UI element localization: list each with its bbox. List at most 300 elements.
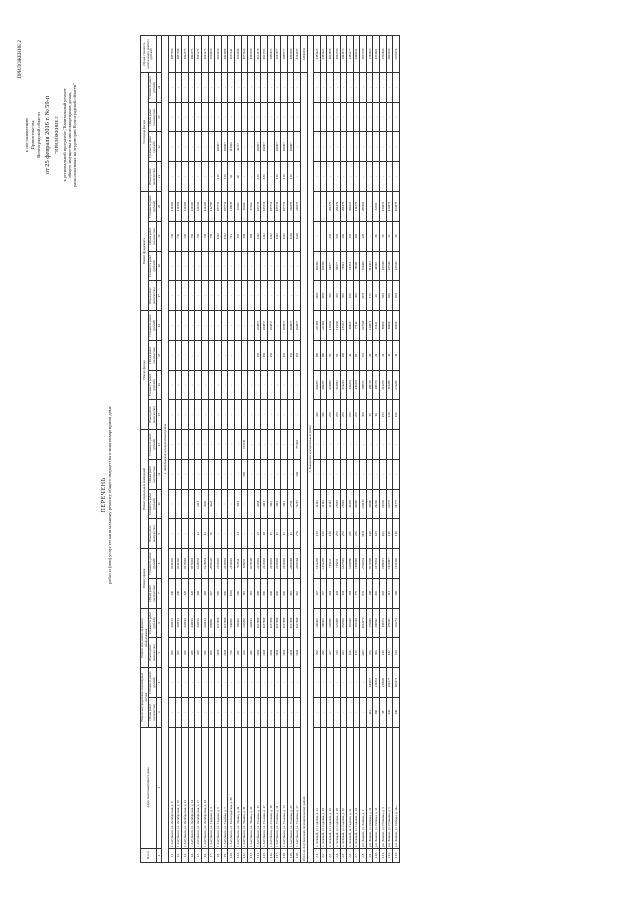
table-cell: - bbox=[195, 102, 202, 132]
table-cell: - bbox=[274, 102, 281, 132]
table-row bbox=[182, 36, 189, 863]
table-cell: 461990 bbox=[333, 370, 340, 400]
table-cell: 166807 bbox=[261, 132, 268, 162]
table-cell: - bbox=[182, 400, 189, 430]
table-cell: - bbox=[175, 370, 182, 400]
table-cell: - bbox=[314, 221, 321, 251]
table-cell: - bbox=[208, 400, 215, 430]
table-cell: - bbox=[169, 430, 176, 460]
table-cell: - bbox=[380, 132, 387, 162]
table-cell: 231813 bbox=[373, 668, 380, 698]
table-cell: 4063088 bbox=[221, 36, 228, 73]
table-cell: - bbox=[182, 340, 189, 370]
table-cell: 166807 bbox=[274, 132, 281, 162]
table-cell: 158474 bbox=[380, 608, 387, 638]
table-cell: 290465 bbox=[320, 608, 327, 638]
table-cell: 1112 bbox=[261, 221, 268, 251]
table-cell: 21111 bbox=[320, 489, 327, 519]
table-cell: - bbox=[366, 102, 373, 132]
table-cell: - bbox=[380, 430, 387, 460]
table-cell: - bbox=[261, 400, 268, 430]
table-cell: 330 bbox=[333, 638, 340, 668]
table-cell: 261479 bbox=[333, 192, 340, 222]
table-cell: 1133847 bbox=[386, 549, 393, 579]
table-cell: - bbox=[221, 340, 228, 370]
table-cell: 44910 bbox=[373, 251, 380, 281]
table-cell: - bbox=[261, 668, 268, 698]
table-cell: - bbox=[274, 311, 281, 341]
table-cell: - bbox=[202, 697, 209, 727]
table-cell: 370 bbox=[353, 578, 360, 608]
table-cell: 130 bbox=[274, 162, 281, 192]
table-cell: - bbox=[235, 251, 242, 281]
table-cell: 308671 bbox=[360, 370, 367, 400]
table-row bbox=[221, 36, 228, 863]
table-cell: 135217 bbox=[340, 311, 347, 341]
table-cell: - bbox=[215, 697, 222, 727]
table-cell: - bbox=[169, 73, 176, 103]
table-cell: - bbox=[182, 132, 189, 162]
table-cell: 322274 bbox=[393, 608, 400, 638]
table-cell: 394 bbox=[347, 578, 354, 608]
table-cell: - bbox=[380, 102, 387, 132]
table-cell: 227 bbox=[327, 638, 334, 668]
table-cell: 310 bbox=[241, 578, 248, 608]
col-subheader: Стоимость работ (рублей) bbox=[149, 73, 157, 103]
table-cell: - bbox=[327, 668, 334, 698]
table-cell: - bbox=[208, 73, 215, 103]
table-cell: 165 bbox=[380, 519, 387, 549]
table-cell: 730 bbox=[208, 221, 215, 251]
table-cell: 443194 bbox=[188, 608, 195, 638]
table-cell: 96 bbox=[373, 400, 380, 430]
table-cell: 468295 bbox=[320, 370, 327, 400]
table-cell: 800 bbox=[261, 578, 268, 608]
table-cell: 185731 bbox=[254, 192, 261, 222]
column-number: 4 bbox=[157, 668, 162, 698]
table-cell: 15 bbox=[274, 519, 281, 549]
table-cell: 250 bbox=[340, 400, 347, 430]
table-cell: 221185 bbox=[314, 311, 321, 341]
table-cell: 715653 bbox=[327, 549, 334, 579]
table-cell: 149 bbox=[380, 638, 387, 668]
table-cell: 1687369 bbox=[169, 36, 176, 73]
table-cell: - bbox=[314, 430, 321, 460]
table-cell: - bbox=[215, 519, 222, 549]
row-number: 2.7. bbox=[353, 848, 360, 862]
table-cell: 121660 bbox=[188, 192, 195, 222]
table-cell: 430 bbox=[195, 638, 202, 668]
col-subheader: Объем работ (количество) bbox=[149, 400, 157, 430]
table-cell: - bbox=[169, 132, 176, 162]
table-cell: - bbox=[202, 311, 209, 341]
table-row bbox=[327, 36, 334, 863]
row-address: г. Ахтубинск, ул. Октябрьская, д. 8 bbox=[169, 727, 176, 848]
table-cell: 430 bbox=[169, 638, 176, 668]
table-cell: - bbox=[340, 132, 347, 162]
table-cell: 221185 bbox=[320, 311, 327, 341]
table-cell: - bbox=[241, 489, 248, 519]
column-number: 22 bbox=[157, 132, 162, 162]
table-cell: 4223 bbox=[208, 489, 215, 519]
table-cell: 166807 bbox=[221, 132, 228, 162]
table-cell: 280 bbox=[235, 638, 242, 668]
col-num-header: № п/п bbox=[141, 848, 157, 862]
table-cell: - bbox=[228, 489, 235, 519]
table-cell: - bbox=[208, 668, 215, 698]
table-cell: - bbox=[353, 459, 360, 489]
table-cell: - bbox=[320, 697, 327, 727]
table-cell: - bbox=[366, 192, 373, 222]
table-cell: - bbox=[208, 251, 215, 281]
table-cell: 1479834 bbox=[373, 549, 380, 579]
table-cell: 21375 bbox=[393, 489, 400, 519]
table-cell: - bbox=[267, 400, 274, 430]
table-cell: 1687369 bbox=[175, 36, 182, 73]
row-address: г. Ахтубинск, ул. Сталина, д. 17 bbox=[261, 727, 268, 848]
table-cell: 115660 bbox=[327, 311, 334, 341]
table-cell: - bbox=[195, 162, 202, 192]
table-cell: - bbox=[333, 430, 340, 460]
column-number: 10 bbox=[157, 489, 162, 519]
row-number: 2.5. bbox=[340, 848, 347, 862]
table-cell: - bbox=[327, 132, 334, 162]
table-cell: 210370 bbox=[287, 192, 294, 222]
table-cell: 296 bbox=[235, 578, 242, 608]
appendix-number: ПРИЛОЖЕНИЕ 2 bbox=[18, 40, 23, 79]
table-cell: 715653 bbox=[333, 549, 340, 579]
table-cell: - bbox=[353, 162, 360, 192]
row-address: г. Ахтубинск, ул. Волгоградская, д. 86 bbox=[228, 727, 235, 848]
table-cell: 2156093 bbox=[228, 549, 235, 579]
table-cell: - bbox=[235, 697, 242, 727]
table-cell: 247200 bbox=[241, 608, 248, 638]
table-cell: 130 bbox=[254, 162, 261, 192]
table-row bbox=[254, 36, 261, 863]
table-cell: - bbox=[287, 697, 294, 727]
table-cell: 2495084 bbox=[287, 549, 294, 579]
table-cell: 66444 bbox=[241, 192, 248, 222]
table-cell: - bbox=[261, 281, 268, 311]
table-cell: - bbox=[241, 251, 248, 281]
table-cell: - bbox=[221, 519, 228, 549]
table-cell: 30980 bbox=[366, 489, 373, 519]
table-cell: - bbox=[228, 340, 235, 370]
table-cell: - bbox=[241, 281, 248, 311]
table-cell: 150 bbox=[254, 340, 261, 370]
appendix-reference: "ПРИЛОЖЕНИЕ 2 bbox=[54, 116, 59, 154]
table-cell: 300 bbox=[353, 281, 360, 311]
table-cell: 111379 bbox=[353, 192, 360, 222]
col-subheader: Объем работ (количество) bbox=[149, 162, 157, 192]
table-cell: - bbox=[188, 340, 195, 370]
table-cell: - bbox=[182, 73, 189, 103]
table-cell: 290465 bbox=[314, 608, 321, 638]
table-row bbox=[175, 36, 182, 863]
table-cell: - bbox=[169, 311, 176, 341]
table-cell: 150 bbox=[294, 340, 301, 370]
table-row bbox=[366, 36, 373, 863]
table-cell: 793110 bbox=[294, 430, 301, 460]
table-cell: 220 bbox=[241, 638, 248, 668]
table-cell: - bbox=[208, 370, 215, 400]
table-cell: 80909 bbox=[386, 311, 393, 341]
table-cell: 79648 bbox=[353, 251, 360, 281]
row-number: 1.8. bbox=[215, 848, 222, 862]
program-annotation bbox=[62, 40, 78, 230]
table-cell: - bbox=[281, 370, 288, 400]
table-cell: 443194 bbox=[195, 608, 202, 638]
table-cell: - bbox=[195, 132, 202, 162]
table-cell: - bbox=[221, 281, 228, 311]
table-cell: 250 bbox=[235, 221, 242, 251]
table-row bbox=[320, 36, 327, 863]
table-row bbox=[393, 36, 400, 863]
table-cell: 1100 bbox=[215, 638, 222, 668]
table-cell: 214871 bbox=[366, 311, 373, 341]
table-cell: 289160 bbox=[360, 192, 367, 222]
table-cell: - bbox=[353, 697, 360, 727]
table-cell: - bbox=[366, 162, 373, 192]
row-number: 2.11. bbox=[380, 848, 387, 862]
table-cell: - bbox=[340, 697, 347, 727]
table-cell: - bbox=[241, 311, 248, 341]
table-cell: 2386277 bbox=[347, 36, 354, 73]
table-cell: - bbox=[393, 102, 400, 132]
table-cell: - bbox=[208, 697, 215, 727]
table-cell: 376 bbox=[366, 638, 373, 668]
table-cell: 130 bbox=[320, 519, 327, 549]
table-cell: 826055 bbox=[241, 549, 248, 579]
column-number: 12 bbox=[157, 430, 162, 460]
table-cell: - bbox=[333, 668, 340, 698]
row-number: 1.4. bbox=[188, 848, 195, 862]
table-cell: 201277 bbox=[386, 668, 393, 698]
table-cell: 1100 bbox=[274, 638, 281, 668]
table-cell: 730 bbox=[169, 221, 176, 251]
table-cell: - bbox=[202, 162, 209, 192]
table-cell: 800 bbox=[221, 578, 228, 608]
table-cell: 180 bbox=[320, 340, 327, 370]
table-cell: 15 bbox=[195, 519, 202, 549]
table-cell: - bbox=[254, 102, 261, 132]
table-cell: 4123179 bbox=[254, 36, 261, 73]
column-number: 23 bbox=[157, 102, 162, 132]
table-cell: - bbox=[274, 668, 281, 698]
table-cell: 1076094 bbox=[182, 549, 189, 579]
table-cell: 115660 bbox=[333, 311, 340, 341]
table-cell: 118 bbox=[393, 519, 400, 549]
table-cell: - bbox=[347, 459, 354, 489]
table-cell: - bbox=[248, 340, 255, 370]
table-cell: 443194 bbox=[182, 608, 189, 638]
table-cell: - bbox=[221, 400, 228, 430]
table-cell: - bbox=[320, 192, 327, 222]
table-cell: 46727 bbox=[235, 132, 242, 162]
row-number: 2.10. bbox=[373, 848, 380, 862]
table-cell: - bbox=[366, 430, 373, 460]
table-cell: 90 bbox=[333, 340, 340, 370]
table-cell: - bbox=[267, 668, 274, 698]
table-cell: 121660 bbox=[182, 192, 189, 222]
table-cell: 1076094 bbox=[188, 549, 195, 579]
table-cell: 34 bbox=[380, 340, 387, 370]
table-cell: - bbox=[254, 251, 261, 281]
table-cell: - bbox=[274, 400, 281, 430]
row-address: г. Ахтубинск, ул. Октябрьская, д. 10 bbox=[175, 727, 182, 848]
table-cell: 2215963 bbox=[215, 549, 222, 579]
table-cell: - bbox=[182, 102, 189, 132]
table-cell: - bbox=[261, 102, 268, 132]
col-subheader: Объем работ (количество) bbox=[149, 221, 157, 251]
table-cell: - bbox=[182, 162, 189, 192]
table-row bbox=[373, 36, 380, 863]
table-cell: 124476 bbox=[380, 192, 387, 222]
table-cell: 113006 bbox=[228, 132, 235, 162]
section-title: 2. Быковский муниципальный район bbox=[307, 36, 314, 863]
table-cell: 84477 bbox=[327, 251, 334, 281]
table-cell: 1112 bbox=[221, 221, 228, 251]
table-cell: - bbox=[215, 668, 222, 698]
table-cell: 2786963 bbox=[366, 36, 373, 73]
table-cell: 233136 bbox=[360, 489, 367, 519]
table-row bbox=[386, 36, 393, 863]
table-cell: 403 bbox=[380, 578, 387, 608]
table-cell: - bbox=[373, 102, 380, 132]
decree-date: от 25 февраля 2016 г. № 59-п bbox=[44, 95, 51, 175]
table-cell: 1137489 bbox=[215, 608, 222, 638]
table-cell: - bbox=[248, 311, 255, 341]
row-number: 1.17. bbox=[274, 848, 281, 862]
table-cell: - bbox=[340, 459, 347, 489]
table-cell: - bbox=[281, 668, 288, 698]
table-cell: 185731 bbox=[215, 192, 222, 222]
table-cell: - bbox=[235, 311, 242, 341]
table-cell: - bbox=[327, 102, 334, 132]
row-number: 1.11. bbox=[235, 848, 242, 862]
table-cell: - bbox=[314, 132, 321, 162]
table-cell: - bbox=[182, 697, 189, 727]
table-cell: 800 bbox=[215, 578, 222, 608]
table-cell: - bbox=[393, 430, 400, 460]
table-cell: 820 bbox=[208, 638, 215, 668]
table-cell: 250 bbox=[353, 400, 360, 430]
table-cell: - bbox=[380, 459, 387, 489]
table-cell: 3112 bbox=[274, 489, 281, 519]
row-number: 1.20. bbox=[294, 848, 301, 862]
table-cell: 4163765 bbox=[261, 36, 268, 73]
column-number: 20 bbox=[157, 192, 162, 222]
col-group-header: Ремонт или замена лифтового оборудования bbox=[141, 608, 149, 668]
table-cell: 494 bbox=[333, 578, 340, 608]
table-cell: 290 bbox=[320, 638, 327, 668]
table-cell: 263364 bbox=[340, 608, 347, 638]
row-address: г. Ахтубинск, ул. Сталина, д. 23 bbox=[281, 727, 288, 848]
table-cell: 800 bbox=[267, 578, 274, 608]
table-cell: 313 bbox=[386, 578, 393, 608]
table-cell: - bbox=[360, 73, 367, 103]
table-cell: 160 bbox=[347, 638, 354, 668]
table-cell: - bbox=[274, 73, 281, 103]
col-group-header: Ремонт фасада bbox=[141, 311, 149, 430]
table-cell: 20 bbox=[373, 281, 380, 311]
table-cell: 1137489 bbox=[221, 608, 228, 638]
table-cell: 667 bbox=[208, 578, 215, 608]
table-cell: 445617 bbox=[366, 668, 373, 698]
table-cell: 166 bbox=[393, 400, 400, 430]
table-cell: 36 bbox=[393, 221, 400, 251]
table-cell: - bbox=[182, 370, 189, 400]
row-number: 1.19. bbox=[287, 848, 294, 862]
table-cell: - bbox=[188, 519, 195, 549]
table-cell: - bbox=[320, 430, 327, 460]
table-cell: 236960 bbox=[380, 668, 387, 698]
table-cell: - bbox=[188, 311, 195, 341]
table-cell: 1046342 bbox=[169, 549, 176, 579]
table-cell: 869991 bbox=[208, 608, 215, 638]
table-cell: 29 bbox=[373, 340, 380, 370]
table-cell: 730 bbox=[202, 221, 209, 251]
table-cell: 1582209 bbox=[248, 36, 255, 73]
table-cell: 2215963 bbox=[274, 549, 281, 579]
row-number: 2.12. bbox=[386, 848, 393, 862]
table-cell: - bbox=[188, 400, 195, 430]
table-cell: - bbox=[393, 73, 400, 103]
table-cell: 348 bbox=[393, 697, 400, 727]
table-cell: 2385425 bbox=[314, 36, 321, 73]
row-address: г. Ахтубинск, ул. Ленина, д. 43 bbox=[241, 727, 248, 848]
table-cell: - bbox=[267, 73, 274, 103]
table-cell: 3986455 bbox=[267, 36, 274, 73]
table-cell: - bbox=[182, 459, 189, 489]
table-cell: 800 bbox=[281, 578, 288, 608]
table-cell: 155 bbox=[380, 400, 387, 430]
table-row bbox=[267, 36, 274, 863]
table-cell: 15 bbox=[281, 519, 288, 549]
table-cell: 263 bbox=[340, 638, 347, 668]
table-cell: 430 bbox=[175, 638, 182, 668]
table-cell: - bbox=[267, 281, 274, 311]
table-cell: - bbox=[340, 668, 347, 698]
table-cell: 361466 bbox=[360, 251, 367, 281]
table-cell: 118938 bbox=[228, 192, 235, 222]
column-number: 15 bbox=[157, 340, 162, 370]
table-cell: - bbox=[353, 430, 360, 460]
table-cell: 22375 bbox=[386, 489, 393, 519]
row-number: 1.1. bbox=[169, 848, 176, 862]
table-cell: - bbox=[386, 73, 393, 103]
table-cell: - bbox=[208, 132, 215, 162]
table-cell: - bbox=[287, 459, 294, 489]
table-cell: 306592 bbox=[373, 608, 380, 638]
table-cell: 500 bbox=[294, 459, 301, 489]
table-cell: - bbox=[347, 132, 354, 162]
table-cell: - bbox=[274, 430, 281, 460]
table-cell: - bbox=[327, 73, 334, 103]
table-cell: - bbox=[281, 281, 288, 311]
table-cell: - bbox=[175, 430, 182, 460]
table-cell: 250 bbox=[333, 400, 340, 430]
table-cell: 211463 bbox=[366, 251, 373, 281]
table-cell: 1072008 bbox=[366, 549, 373, 579]
table-cell: 4111 bbox=[261, 489, 268, 519]
header-line: Правительства bbox=[30, 120, 35, 150]
table-cell: 95 bbox=[366, 400, 373, 430]
table-cell: 38 bbox=[373, 221, 380, 251]
table-cell: - bbox=[254, 668, 261, 698]
table-cell: - bbox=[188, 73, 195, 103]
table-cell: - bbox=[333, 459, 340, 489]
